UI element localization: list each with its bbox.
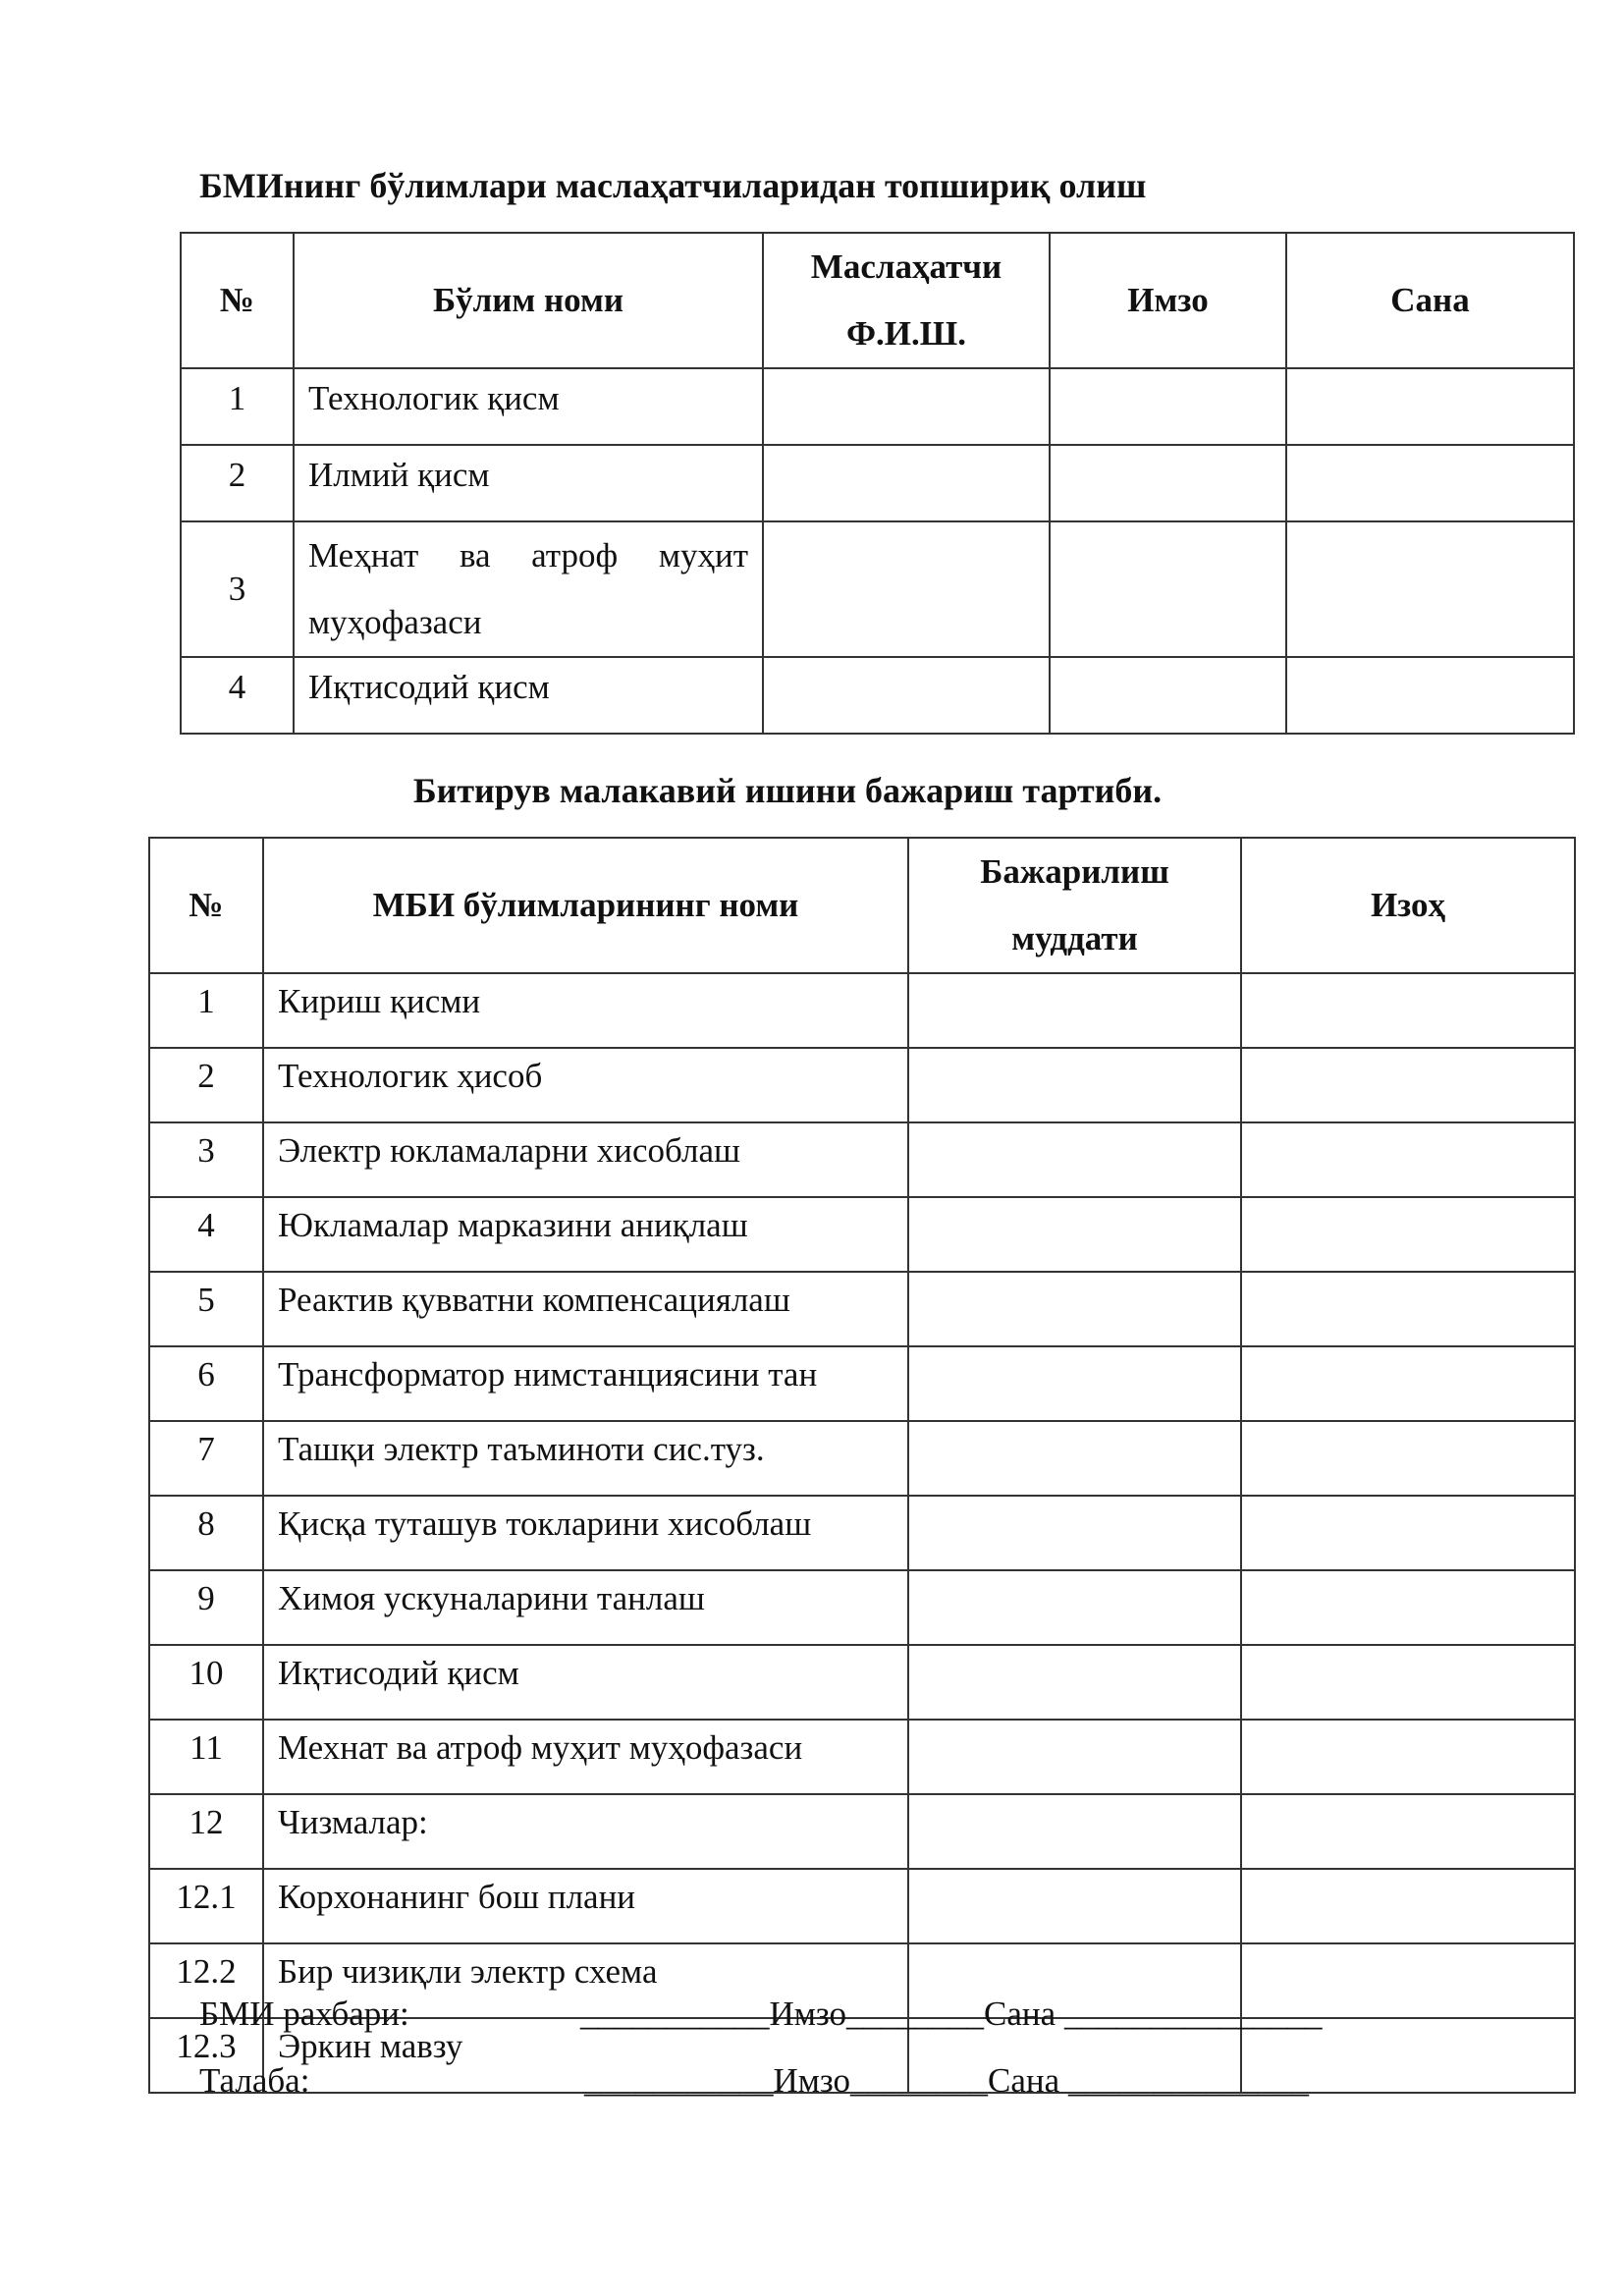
supervisor-signature-line: ___________Имзо________Сана _______________ <box>580 1995 1323 2033</box>
student-label: Талаба: <box>199 2061 310 2100</box>
deadline-cell <box>908 1794 1241 1869</box>
row-num: 12 <box>149 1794 263 1869</box>
note-cell <box>1241 1869 1575 1943</box>
row-name: Корхонанинг бош плани <box>263 1869 908 1943</box>
header-note: Изоҳ <box>1241 838 1575 973</box>
consultant-cell <box>763 445 1050 521</box>
note-cell <box>1241 1197 1575 1272</box>
row-name: Иқтисодий қисм <box>294 657 763 734</box>
table-row <box>149 1346 1575 1421</box>
deadline-cell <box>908 1421 1241 1496</box>
table-header-row <box>149 838 1575 973</box>
row-name: Кириш қисми <box>263 973 908 1048</box>
header-date: Сана <box>1286 233 1574 368</box>
row-num: 7 <box>149 1421 263 1496</box>
row-num: 1 <box>149 973 263 1048</box>
note-cell <box>1241 1794 1575 1869</box>
row-name: Трансформатор нимстанциясини тан <box>263 1346 908 1421</box>
table-row <box>149 1197 1575 1272</box>
table-row <box>149 1496 1575 1570</box>
row-name: Технологик қисм <box>294 368 763 445</box>
row-name: Иқтисодий қисм <box>263 1645 908 1720</box>
note-cell <box>1241 1645 1575 1720</box>
section1-title: БМИнинг бўлимлари маслаҳатчиларидан топшириқ олиш <box>199 166 1147 205</box>
table-row <box>149 973 1575 1048</box>
student-signature-line: ___________Имзо________Сана ______________ <box>584 2061 1309 2100</box>
deadline-cell <box>908 1570 1241 1645</box>
table-header-row <box>181 233 1574 368</box>
row-num: 2 <box>149 1048 263 1122</box>
row-num: 3 <box>149 1122 263 1197</box>
row-name: Юкламалар марказини аниқлаш <box>263 1197 908 1272</box>
table-row <box>149 1421 1575 1496</box>
row-num: 10 <box>149 1645 263 1720</box>
row-name: Илмий қисм <box>294 445 763 521</box>
row-name: Бир чизиқли электр схема <box>263 1943 908 2018</box>
date-cell <box>1286 368 1574 445</box>
table-row <box>149 1720 1575 1794</box>
table-row <box>149 1794 1575 1869</box>
deadline-cell <box>908 1496 1241 1570</box>
deadline-cell <box>908 1272 1241 1346</box>
row-num: 4 <box>149 1197 263 1272</box>
consultants-table <box>180 232 1575 735</box>
header-num: № <box>181 233 294 368</box>
table-row <box>149 1570 1575 1645</box>
signature-cell <box>1050 368 1286 445</box>
deadline-cell <box>908 973 1241 1048</box>
section2-title: Битирув малакавий ишини бажариш тартиби. <box>412 771 1163 810</box>
note-cell <box>1241 973 1575 1048</box>
note-cell <box>1241 1346 1575 1421</box>
schedule-table <box>148 837 1576 2094</box>
table-row <box>149 1272 1575 1346</box>
date-cell <box>1286 657 1574 734</box>
note-cell <box>1241 1496 1575 1570</box>
schedule-rows <box>149 973 1575 2093</box>
row-name: Технологик ҳисоб <box>263 1048 908 1122</box>
row-num: 3 <box>181 521 294 657</box>
header-consultant <box>763 233 1050 368</box>
row-num: 12.3 <box>149 2018 263 2093</box>
row-name: Эркин мавзу <box>263 2018 908 2093</box>
consultant-cell <box>763 657 1050 734</box>
header-deadline <box>908 838 1241 973</box>
row-name: Чизмалар: <box>263 1794 908 1869</box>
note-cell <box>1241 1421 1575 1496</box>
deadline-cell <box>908 1720 1241 1794</box>
row-num: 11 <box>149 1720 263 1794</box>
header-deadline-line1: Бажарилиш <box>980 852 1169 891</box>
deadline-cell <box>908 1197 1241 1272</box>
note-cell <box>1241 1272 1575 1346</box>
note-cell <box>1241 1570 1575 1645</box>
deadline-cell <box>908 1346 1241 1421</box>
row-name: Электр юкламаларни хисоблаш <box>263 1122 908 1197</box>
row-num: 5 <box>149 1272 263 1346</box>
row-num: 12.2 <box>149 1943 263 2018</box>
header-num: № <box>149 838 263 973</box>
row-name: Меҳнат ва атроф муҳит муҳофазаси <box>294 521 763 657</box>
table-row <box>149 1122 1575 1197</box>
signature-cell <box>1050 521 1286 657</box>
row-num: 4 <box>181 657 294 734</box>
table-row <box>181 445 1574 521</box>
deadline-cell <box>908 1122 1241 1197</box>
table-row <box>181 368 1574 445</box>
table-row <box>181 521 1574 657</box>
row-num: 8 <box>149 1496 263 1570</box>
note-cell <box>1241 1720 1575 1794</box>
row-name: Ташқи электр таъминоти сис.туз. <box>263 1421 908 1496</box>
header-deadline-line2: муддати <box>1011 919 1138 957</box>
note-cell <box>1241 1122 1575 1197</box>
table-row <box>181 657 1574 734</box>
table-row <box>149 1645 1575 1720</box>
signature-cell <box>1050 657 1286 734</box>
header-section-name: МБИ бўлимларининг номи <box>263 838 908 973</box>
row-name: Реактив қувватни компенсациялаш <box>263 1272 908 1346</box>
row-name: Химоя ускуналарини танлаш <box>263 1570 908 1645</box>
consultant-cell <box>763 521 1050 657</box>
date-cell <box>1286 445 1574 521</box>
deadline-cell <box>908 1048 1241 1122</box>
date-cell <box>1286 521 1574 657</box>
header-consultant-line2: Ф.И.Ш. <box>846 314 966 353</box>
header-signature: Имзо <box>1050 233 1286 368</box>
deadline-cell <box>908 1869 1241 1943</box>
supervisor-label: БМИ рахбари: <box>199 1995 409 2033</box>
consultant-cell <box>763 368 1050 445</box>
row-num: 1 <box>181 368 294 445</box>
row-num: 6 <box>149 1346 263 1421</box>
row-num: 2 <box>181 445 294 521</box>
row-name: Мехнат ва атроф муҳит муҳофазаси <box>263 1720 908 1794</box>
note-cell <box>1241 1048 1575 1122</box>
table-row <box>149 1869 1575 1943</box>
signature-cell <box>1050 445 1286 521</box>
table-row <box>149 1048 1575 1122</box>
row-num: 9 <box>149 1570 263 1645</box>
header-department: Бўлим номи <box>294 233 763 368</box>
row-num: 12.1 <box>149 1869 263 1943</box>
header-consultant-line1: Маслаҳатчи <box>810 247 1002 286</box>
row-name: Қисқа туташув токларини хисоблаш <box>263 1496 908 1570</box>
deadline-cell <box>908 1645 1241 1720</box>
